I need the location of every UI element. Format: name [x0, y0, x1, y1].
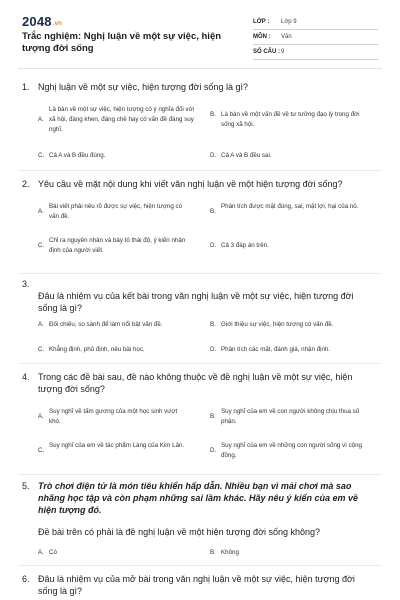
page-title: Trắc nghiệm: Nghị luận về một sự việc, hiện tượng đời sống — [22, 31, 222, 54]
question-number: 3. — [22, 279, 30, 289]
question-number: 2. — [22, 179, 30, 189]
meta-key: SỐ CÂU : — [253, 49, 280, 55]
meta-value: Lớp 9 — [281, 19, 297, 25]
option-c[interactable]: C. Suy nghĩ của em về tác phẩm Làng của Kim Lân. — [38, 442, 185, 454]
question-1 — [22, 81, 382, 159]
meta-key: MÔN : — [253, 34, 271, 40]
question-number: 5. — [22, 481, 30, 491]
question-2 — [22, 178, 382, 254]
meta-row-count — [253, 45, 378, 60]
option-a[interactable]: A. Đối chiếu, so sánh để làm nổi bật vấn đề. — [38, 321, 163, 328]
header — [0, 0, 400, 64]
option-c[interactable]: C. Khẳng định, phủ định, nêu bài học. — [38, 346, 145, 353]
question-separator — [18, 474, 382, 475]
meta-info — [253, 15, 378, 60]
option-b[interactable]: B. Là bàn về một vấn đề về tư tưởng đạo lý trong đời sống xã hội. — [210, 111, 360, 128]
meta-value: Văn — [281, 34, 292, 40]
option-a[interactable]: A. Suy nghĩ về tấm gương của một học sinh vượt khó. — [38, 408, 178, 425]
question-4 — [22, 371, 382, 459]
question-6 — [22, 573, 382, 597]
question-5 — [22, 480, 382, 556]
meta-value: 9 — [281, 49, 285, 55]
option-d[interactable]: D. Suy nghĩ của em về những con người sống vì cộng đồng. — [210, 442, 362, 459]
question-separator — [18, 363, 382, 364]
option-b[interactable]: B. Giới thiệu sự việc, hiện tượng có vấn đề. — [210, 321, 334, 328]
question-text: Yêu cầu về mặt nội dung khi viết văn nghị luận về một hiện tượng đời sống? — [38, 179, 343, 189]
question-number: 6. — [22, 574, 30, 584]
question-number: 1. — [22, 82, 30, 92]
option-c[interactable]: C. Chỉ ra nguyên nhân và bày tỏ thái độ, ý kiến nhận định của người viết. — [38, 237, 186, 254]
option-d[interactable]: D. Cả 3 đáp án trên. — [210, 242, 269, 249]
option-a[interactable]: A. Là bàn về một sự việc, hiện tượng có ý nghĩa đối với xã hội, đáng khen, đáng chê hay có vấn đề đáng suy nghĩ. — [38, 106, 195, 133]
question-separator — [18, 565, 382, 566]
meta-row-class — [253, 15, 378, 30]
option-d[interactable]: D. Phân tích các mặt, đánh giá, nhận định. — [210, 346, 331, 353]
meta-row-subject — [253, 30, 378, 45]
question-text: Trong các đề bài sau, đề nào không thuộc về đề nghị luận về một sự việc, hiện tượng đời sống? — [38, 372, 353, 394]
question-number: 4. — [22, 372, 30, 382]
option-a[interactable]: A. Bài viết phải nêu rõ được sự việc, hiện tượng có vấn đề. — [38, 203, 183, 220]
option-d[interactable]: D. Cả A và B đều sai. — [210, 152, 272, 159]
option-a[interactable]: A. Có — [38, 549, 57, 556]
question-subtext: Đề bài trên có phải là đề nghị luận về một hiện tượng đời sống không? — [38, 527, 321, 537]
question-text: Trò chơi điện tử là món tiêu khiển hấp dẫn. Nhiều bạn vì mải chơi mà sao nhãng học tập và còn phạm những sai lầm khác. Hãy nêu ý kiến của em về hiện tượng đó. — [38, 481, 359, 515]
question-separator — [18, 170, 382, 171]
question-text: Nghị luận về một sự việc, hiện tượng đời sống là gì? — [38, 82, 248, 92]
option-b[interactable]: B. Suy nghĩ của em về con người không chịu thua số phận. — [210, 408, 360, 425]
option-b[interactable]: B. Phân tích được mặt đúng, sai, mặt lợi, hại của nó. — [210, 203, 359, 215]
option-b[interactable]: B. Không — [210, 549, 239, 556]
question-separator — [18, 273, 382, 274]
question-3 — [22, 278, 382, 353]
meta-key: LỚP : — [253, 19, 270, 25]
question-text: Đâu là nhiệm vụ của mở bài trong văn nghị luận về một sự việc, hiện tượng đời sống là gì? — [38, 574, 355, 596]
divider — [18, 68, 382, 69]
option-c[interactable]: C. Cả A và B đều đúng. — [38, 152, 106, 159]
logo[interactable]: 2048.vn — [22, 14, 63, 29]
question-text: Đâu là nhiệm vụ của kết bài trong văn nghị luận về một sự việc, hiện tượng đời sống là gì? — [38, 291, 354, 313]
